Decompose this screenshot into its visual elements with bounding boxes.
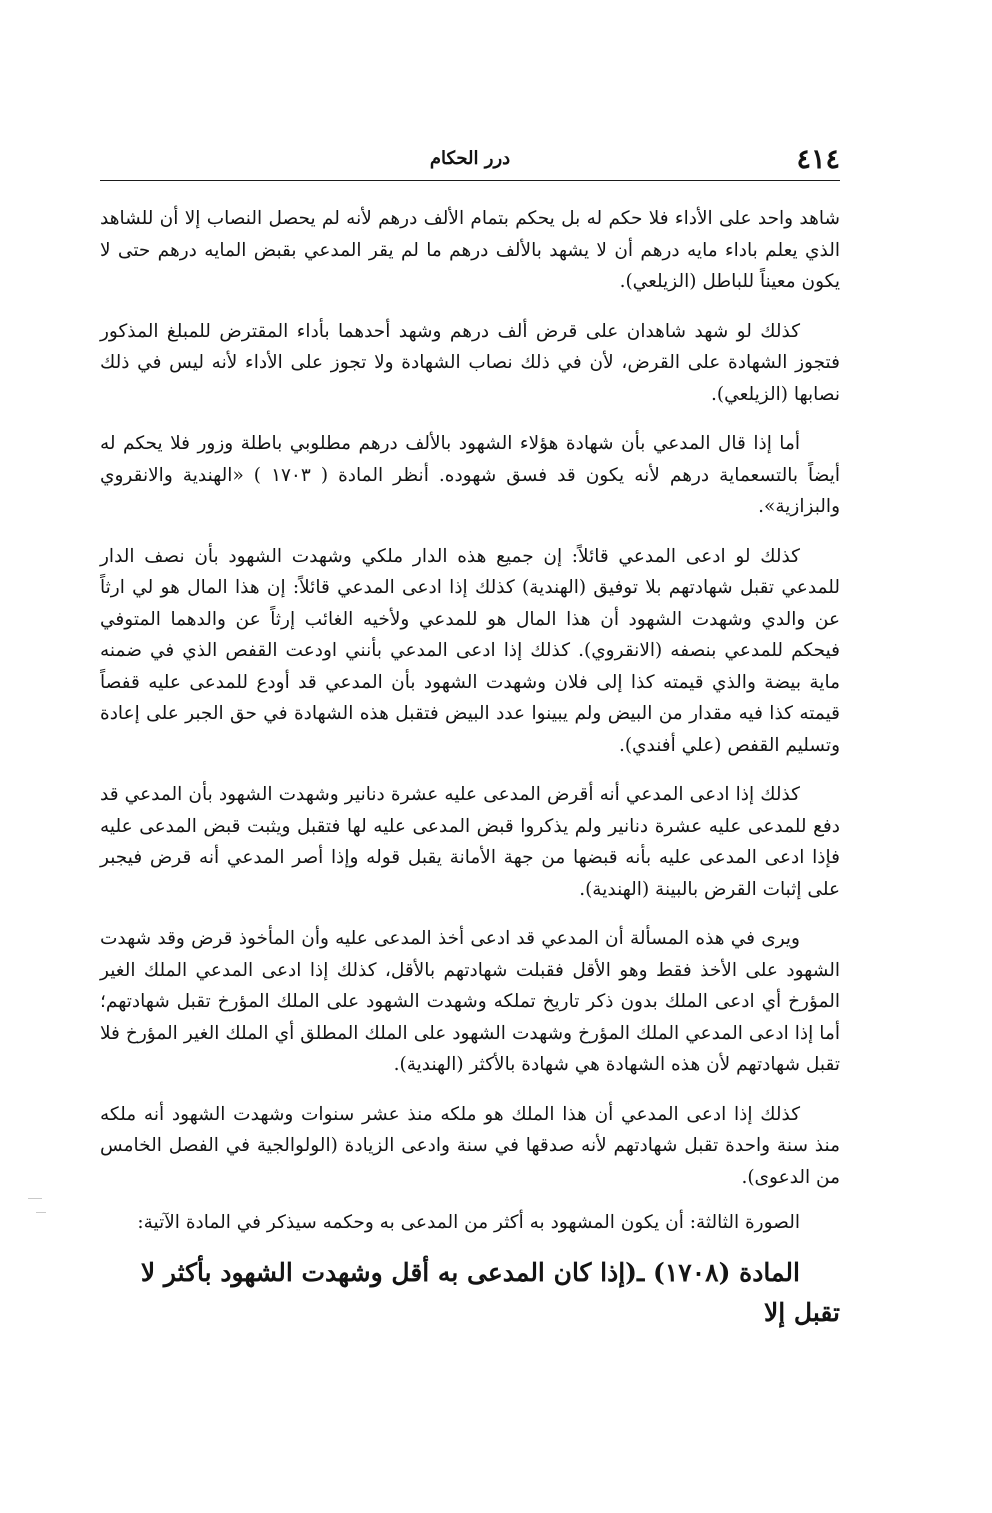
document-page [100,140,840,1333]
page-header [100,140,840,180]
paragraph-5: كذلك إذا ادعى المدعي أنه أقرض المدعى عليه عشرة دنانير وشهدت الشهود بأن المدعي قد دفع للمدعى عليه عشرة دنانير ولم يذكروا قبض المدعى عليه لها فتقبل ويثبت قبض المدعى عليه فإذا ادعى المدعى عليه بأنه قبضها من جهة الأمانة يقبل قوله وإذا أصر المدعي أنه قرض فيجبر على إثبات القرض بالبينة (الهندية). [100,784,840,900]
paragraph-4: كذلك لو ادعى المدعي قائلاً: إن جميع هذه الدار ملكي وشهدت الشهود بأن نصف الدار للمدعي تقبل شهادتهم بلا توفيق (الهندية) كذلك إذا ادعى المدعي قائلاً: إن هذا المال هو لي ارثاً عن والدي وشهدت الشهود أن هذا المال هو للمدعي ولأخيه الغائب إرثاً عن والدهما المتوفي فيحكم للمدعي بنصفه (الانقروي). كذلك إذا ادعى المدعي بأنني اودعت القفص الذي في ضمنه ماية بيضة والذي قيمته كذا إلى فلان وشهدت الشهود بأن المدعي قد أودع للمدعى عليه قفصاً قيمته كذا فيه مقدار من البيض ولم يبينوا عدد البيض فتقبل هذه الشهادة في حق الجبر على إعادة وتسليم القفص (علي أفندي). [100,545,840,756]
paragraph-8: الصورة الثالثة: أن يكون المشهود به أكثر من المدعى به وحكمه سيذكر في المادة الآتية: [137,1212,800,1233]
left-margin-mark [28,1198,42,1199]
paragraph-7: كذلك إذا ادعى المدعي أن هذا الملك هو ملكه منذ عشر سنوات وشهدت الشهود أنه ملكه منذ سنة واحدة تقبل شهادتهم لأنه صدقها في سنة وادعى الزيادة (الولوالجية في الفصل الخامس من الدعوى). [100,1103,840,1188]
page-number: ٤١٤ [796,144,840,175]
running-title: درر الحكام [429,148,511,169]
article-heading: المادة (١٧٠٨) ـ(إذا كان المدعى به أقل وشهدت الشهود بأكثر لا تقبل إلا [140,1257,840,1327]
header-rule [100,180,840,181]
paragraph-3: أما إذا قال المدعي بأن شهادة هؤلاء الشهود بالألف درهم مطلوبي باطلة وزور فلا يحكم له أيضاً بالتسعماية درهم لأنه يكون قد فسق شهوده. أنظر المادة ( ١٧٠٣ ) «الهندية والانقروي والبزازية». [100,433,840,517]
paragraph-6: ويرى في هذه المسألة أن المدعي قد ادعى أخذ المدعى عليه وأن المأخوذ قرض وقد شهدت الشهود على الأخذ فقط وهو الأقل فقبلت شهادتهم بالأقل، كذلك إذا ادعى المدعي الملك الغير المؤرخ أي ادعى الملك بدون ذكر تاريخ تملكه وشهدت الشهود على الملك المؤرخ تقبل شهادتهم؛ أما إذا ادعى المدعي الملك المؤرخ وشهدت الشهود على الملك المطلق أي الملك الغير المؤرخ فلا تقبل شهادتهم لأن هذه الشهادة هي شهادة بالأكثر (الهندية). [100,928,840,1075]
paragraph-1: شاهد واحد على الأداء فلا حكم له بل يحكم بتمام الألف درهم لأنه لم يحصل النصاب إلا أن للشاهد الذي يعلم باداء مايه درهم أن لا يشهد بالألف درهم ما لم يقر المدعي بقبض المايه درهم حتى لا يكون معيناً للباطل (الزيلعي). [100,208,840,292]
paragraph-2: كذلك لو شهد شاهدان على قرض ألف درهم وشهد أحدهما بأداء المقترض للمبلغ المذكور فتجوز الشهادة على القرض، لأن في ذلك نصاب الشهادة ولا تجوز على الأداء لأنه ليس في ذلك نصابها (الزيلعي). [100,320,840,405]
left-margin-mark-2 [36,1212,46,1213]
